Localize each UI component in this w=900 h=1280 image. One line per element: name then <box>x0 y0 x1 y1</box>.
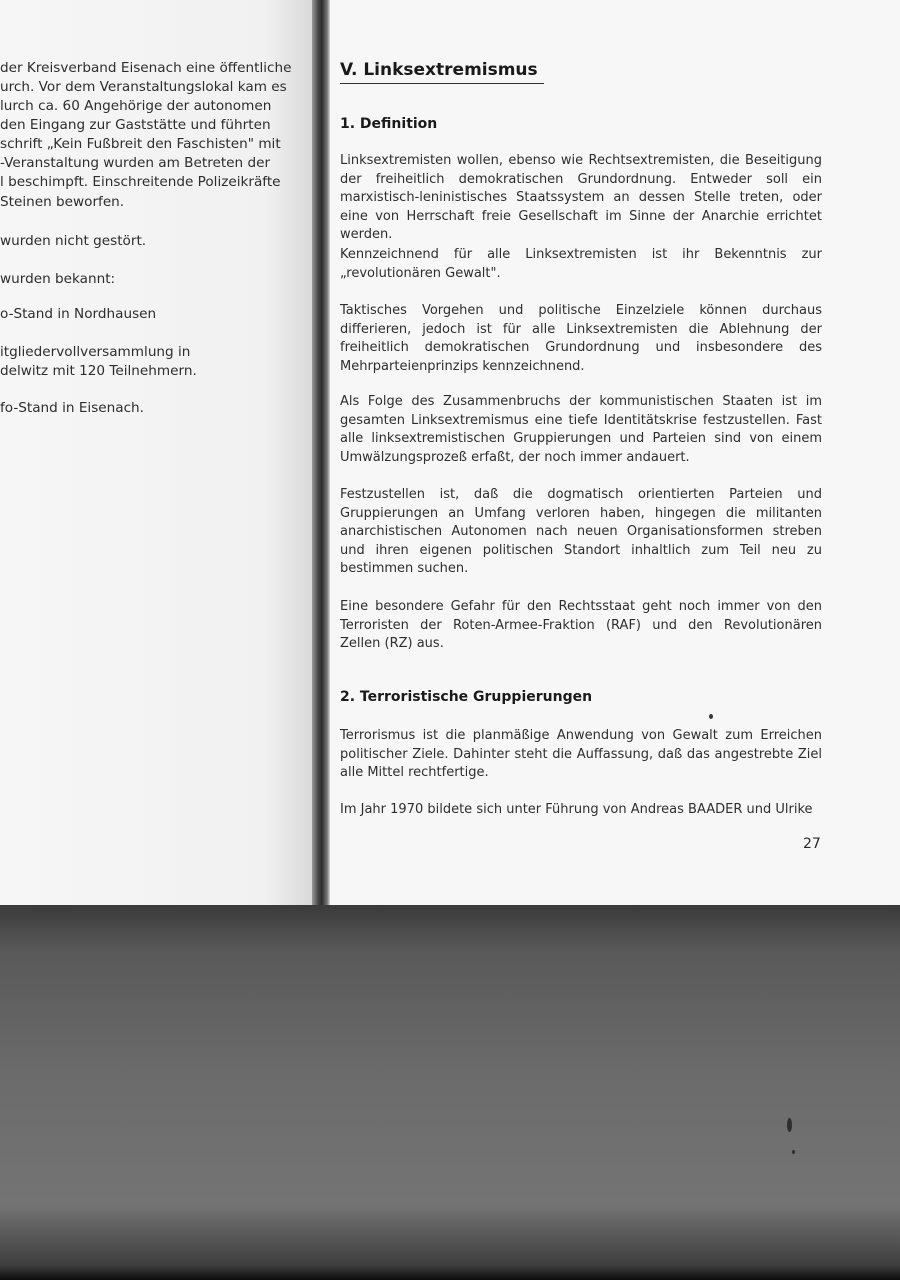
left-text-line: urch. Vor dem Veranstaltungslokal kam es <box>0 79 287 95</box>
left-text-line: wurden nicht gestört. <box>0 233 147 249</box>
paragraph: Kennzeichnend für alle Linksextremisten ist ihr Bekenntnis zur „revolutionären Gewalt". <box>340 247 822 281</box>
scan-background <box>0 905 900 1280</box>
paragraph: Als Folge des Zusammenbruchs der kommunistischen Staaten ist im gesamten Linksextremismus eine tiefe Identitätskrise festzustellen. Fast alle linksextremistischen Gruppierungen und Parteien sind von einem Umwälzungsprozeß erfaßt, der noch immer andauert. <box>340 394 822 465</box>
scan-speck <box>792 1150 795 1154</box>
left-text-line: lurch ca. 60 Angehörige der autonomen <box>0 98 272 114</box>
paragraph: Im Jahr 1970 bildete sich unter Führung von Andreas BAADER und Ulrike <box>340 802 813 817</box>
left-text-line: schrift „Kein Fußbreit den Faschisten" mit <box>0 136 281 152</box>
left-text-line: wurden bekannt: <box>0 271 116 287</box>
left-text-line: der Kreisverband Eisenach eine öffentliche <box>0 60 292 76</box>
paragraph: Linksextremisten wollen, ebenso wie Rechtsextremisten, die Beseitigung der freiheitlich demokratischen Grundordnung. Entweder soll ein marxistisch-leninistisches Staatssystem an dessen Stelle treten, oder eine von Herrschaft freie Gesellschaft im Sinne der Anarchie errichtet werden. <box>340 153 822 243</box>
left-text-line: -Veranstaltung wurden am Betreten der <box>0 155 271 171</box>
paragraph: Terrorismus ist die planmäßige Anwendung von Gewalt zum Erreichen politischer Ziele. Dahinter steht die Auffassung, daß das angestrebte Ziel alle Mittel rechtfertige. <box>340 728 822 781</box>
left-text-line: den Eingang zur Gaststätte und führten <box>0 117 271 133</box>
book-gutter <box>312 0 330 905</box>
ink-speck <box>709 714 713 719</box>
paragraph: Eine besondere Gefahr für den Rechtsstaat geht noch immer von den Terroristen der Roten-Armee-Fraktion (RAF) und den Revolutionären Zellen (RZ) aus. <box>340 599 822 652</box>
left-text-line: Steinen beworfen. <box>0 194 125 210</box>
left-text-line: delwitz mit 120 Teilnehmern. <box>0 363 197 379</box>
page-number: 27 <box>803 836 821 852</box>
paragraph: Taktisches Vorgehen und politische Einzelziele können durchaus differieren, jedoch ist für alle Linksextremisten die Ablehnung der freiheitlich demokratischen Grundordnung und insbesondere des Mehrparteienprinzips kennzeichnend. <box>340 303 822 374</box>
left-text-line: l beschimpft. Einschreitende Polizeikräfte <box>0 174 281 190</box>
section-title-terrorism: 2. Terroristische Gruppierungen <box>340 689 593 705</box>
left-text-line: itgliedervollversammlung in <box>0 344 191 360</box>
left-text-line: fo-Stand in Eisenach. <box>0 400 144 416</box>
paragraph: Festzustellen ist, daß die dogmatisch orientierten Parteien und Gruppierungen an Umfang verloren haben, hingegen die militanten anarchistischen Autonomen nach neuen Organisationsformen streben und ihren eigenen politischen Standort inhaltlich zum Teil neu zu bestimmen suchen. <box>340 487 822 577</box>
section-title-definition: 1. Definition <box>340 116 438 132</box>
scan-speck <box>787 1118 792 1132</box>
left-text-line: o-Stand in Nordhausen <box>0 306 157 322</box>
chapter-title: V. Linksextremismus <box>340 60 544 84</box>
left-page <box>0 0 312 905</box>
